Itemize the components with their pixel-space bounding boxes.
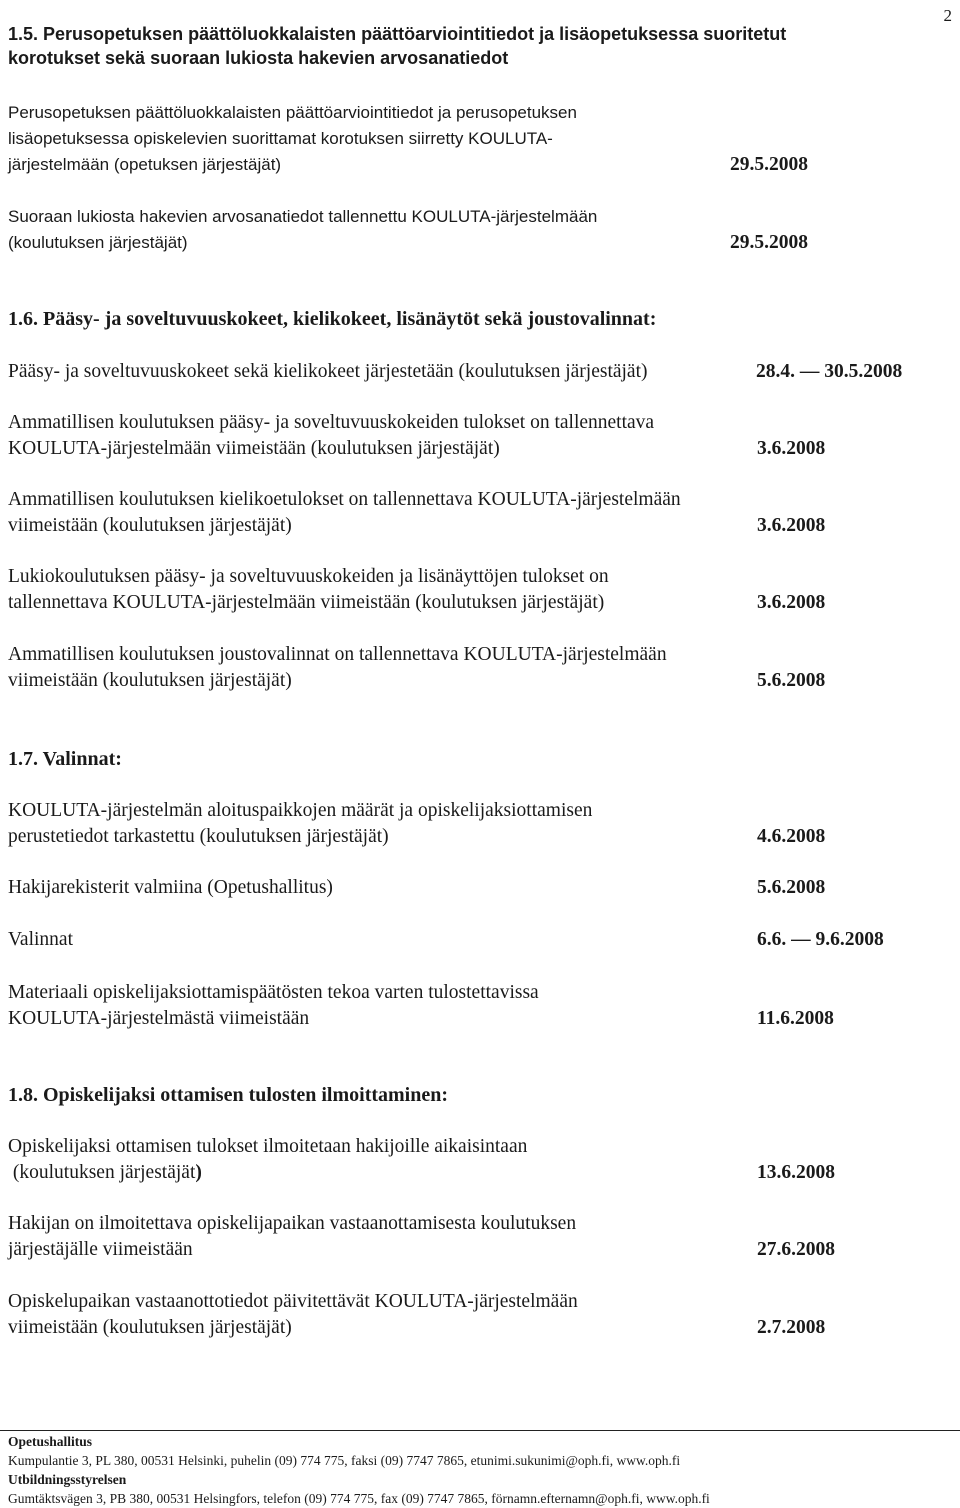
- paragraph-line: järjestäjälle viimeistään: [8, 1239, 193, 1260]
- section-1-6-paragraph-2: [8, 410, 908, 462]
- section-1-7-paragraph-4: [8, 980, 908, 1032]
- footer-address-fi: Kumpulantie 3, PL 380, 00531 Helsinki, puhelin (09) 774 775, faksi (09) 7747 7865, etunimi.sukunimi@oph.fi, www.oph.fi: [8, 1453, 681, 1468]
- section-1-8-paragraph-1: [8, 1134, 908, 1186]
- deadline-date: 5.6.2008: [757, 877, 826, 898]
- bold-parenthesis: ): [195, 1162, 202, 1183]
- paragraph-line: Hakijarekisterit valmiina (Opetushallitus): [8, 877, 333, 898]
- paragraph-line: Perusopetuksen päättöluokkalaisten päättöarviointitiedot ja perusopetuksen: [8, 103, 577, 122]
- paragraph-line: Ammatillisen koulutuksen kielikoetulokset on tallennettava KOULUTA-järjestelmään: [8, 489, 681, 510]
- deadline-date: 5.6.2008: [757, 670, 826, 691]
- paragraph-line: Pääsy- ja soveltuvuuskokeet sekä kielikokeet järjestetään (koulutuksen järjestäjät): [8, 361, 648, 382]
- deadline-date: 11.6.2008: [757, 1008, 834, 1029]
- deadline-date: 3.6.2008: [757, 592, 826, 613]
- footer-org-sv: Utbildningsstyrelsen: [8, 1472, 127, 1487]
- section-1-7-paragraph-2: [8, 875, 908, 901]
- paragraph-line: (koulutuksen järjestäjät: [8, 1162, 196, 1183]
- page-number: 2: [943, 6, 952, 25]
- footer-address-sv: Gumtäktsvägen 3, PB 380, 00531 Helsingfors, telefon (09) 774 775, fax (09) 7747 7865, förnamn.efternamn@oph.fi, www.oph.fi: [8, 1491, 710, 1506]
- deadline-date: 29.5.2008: [730, 232, 808, 253]
- paragraph-line: viimeistään (koulutuksen järjestäjät): [8, 670, 292, 691]
- paragraph-line: tallennettava KOULUTA-järjestelmään viimeistään (koulutuksen järjestäjät): [8, 592, 605, 613]
- paragraph-line: Opiskelijaksi ottamisen tulokset ilmoitetaan hakijoille aikaisintaan: [8, 1136, 528, 1157]
- paragraph-line: KOULUTA-järjestelmän aloituspaikkojen määrät ja opiskelijaksiottamisen: [8, 800, 593, 821]
- section-1-6-paragraph-5: [8, 642, 908, 694]
- section-1-6-paragraph-3: [8, 487, 908, 539]
- paragraph-line: KOULUTA-järjestelmästä viimeistään: [8, 1008, 310, 1029]
- paragraph-line: Opiskelupaikan vastaanottotiedot päivitettävät KOULUTA-järjestelmään: [8, 1291, 578, 1312]
- paragraph-line: Materiaali opiskelijaksiottamispäätösten tekoa varten tulostettavissa: [8, 982, 539, 1003]
- section-1-6-paragraph-1: [8, 359, 908, 385]
- section-1-7-paragraph-1: [8, 798, 908, 850]
- paragraph-line: Suoraan lukiosta hakevien arvosanatiedot tallennettu KOULUTA-järjestelmään: [8, 207, 598, 226]
- deadline-date: 6.6. — 9.6.2008: [757, 929, 884, 950]
- section-1-5-heading-line1: 1.5. Perusopetuksen päättöluokkalaisten päättöarviointitiedot ja lisäopetuksessa suoritetut: [8, 24, 787, 44]
- deadline-date: 3.6.2008: [757, 438, 826, 459]
- paragraph-line: Valinnat: [8, 929, 73, 950]
- deadline-date: 29.5.2008: [730, 154, 808, 175]
- paragraph-line: KOULUTA-järjestelmään viimeistään (koulutuksen järjestäjät): [8, 438, 500, 459]
- paragraph-line: (koulutuksen järjestäjät): [8, 233, 188, 252]
- deadline-date: 13.6.2008: [757, 1162, 835, 1183]
- deadline-date: 27.6.2008: [757, 1239, 835, 1260]
- section-1-7-paragraph-3: [8, 927, 908, 953]
- deadline-date: 2.7.2008: [757, 1317, 826, 1338]
- paragraph-line: Lukiokoulutuksen pääsy- ja soveltuvuuskokeiden ja lisänäyttöjen tulokset on: [8, 566, 609, 587]
- section-1-7-heading: 1.7. Valinnat:: [8, 748, 122, 770]
- footer-divider: [0, 1430, 960, 1431]
- deadline-date: 28.4. — 30.5.2008: [756, 361, 903, 382]
- section-1-6-paragraph-4: [8, 564, 908, 616]
- section-1-5-paragraph-1: [8, 100, 908, 178]
- section-1-6-heading: 1.6. Pääsy- ja soveltuvuuskokeet, kielikokeet, lisänäytöt sekä joustovalinnat:: [8, 308, 657, 330]
- paragraph-line: viimeistään (koulutuksen järjestäjät): [8, 1317, 292, 1338]
- section-1-8-paragraph-2: [8, 1211, 908, 1263]
- section-1-5-heading-line2: korotukset sekä suoraan lukiosta hakevien arvosanatiedot: [8, 48, 509, 68]
- section-1-8-heading: 1.8. Opiskelijaksi ottamisen tulosten ilmoittaminen:: [8, 1084, 449, 1106]
- footer: [8, 1432, 958, 1508]
- deadline-date: 3.6.2008: [757, 515, 826, 536]
- paragraph-line: Hakijan on ilmoitettava opiskelijapaikan vastaanottamisesta koulutuksen: [8, 1213, 577, 1234]
- paragraph-line: järjestelmään (opetuksen järjestäjät): [8, 155, 282, 174]
- deadline-date: 4.6.2008: [757, 826, 826, 847]
- paragraph-line: Ammatillisen koulutuksen joustovalinnat on tallennettava KOULUTA-järjestelmään: [8, 644, 667, 665]
- paragraph-line: Ammatillisen koulutuksen pääsy- ja soveltuvuuskokeiden tulokset on tallennettava: [8, 412, 655, 433]
- section-1-5-paragraph-2: [8, 204, 908, 256]
- paragraph-line: lisäopetuksessa opiskelevien suorittamat korotuksen siirretty KOULUTA-: [8, 129, 553, 148]
- paragraph-line: viimeistään (koulutuksen järjestäjät): [8, 515, 292, 536]
- section-1-8-paragraph-3: [8, 1289, 908, 1341]
- paragraph-line: perustetiedot tarkastettu (koulutuksen järjestäjät): [8, 826, 389, 847]
- section-1-5-heading: [8, 22, 908, 70]
- footer-org-fi: Opetushallitus: [8, 1434, 93, 1449]
